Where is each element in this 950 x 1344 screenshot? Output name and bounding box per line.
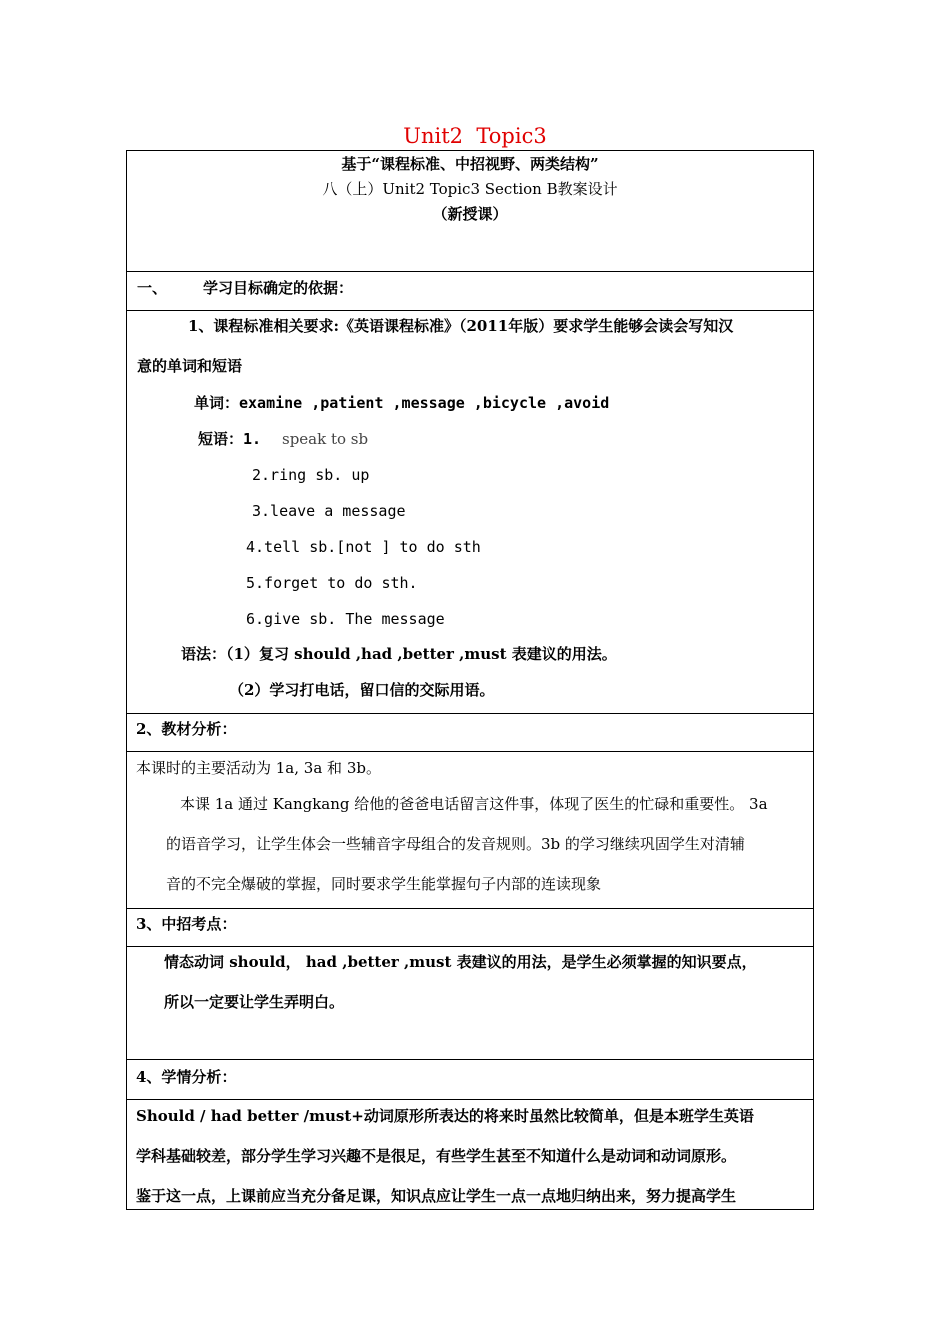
section1-heading: 学习目标确定的依据：	[203, 279, 354, 297]
textbook-analysis-line: 本课 1a 通过 Kangkang 给他的爸爸电话留言这件事，体现了医生的忙碌和重要性。 3a	[180, 795, 768, 813]
header-line-1: 基于“课程标准、中招视野、两类结构”	[341, 155, 599, 173]
student-analysis-line: Should / had better /must+动词原形所表达的将来时虽然比较简单，但是本班学生英语	[136, 1107, 754, 1125]
textbook-analysis-line: 的语音学习，让学生体会一些辅音字母组合的发音规则。3b 的学习继续巩固学生对清辅	[166, 835, 745, 853]
phrase-item: speak to sb	[282, 430, 369, 448]
vocabulary-words: 单词：examine ,patient ,message ,bicycle ,avoid	[194, 394, 610, 412]
phrase-item: 2.ring sb. up	[252, 466, 370, 484]
document-title: Unit2 Topic3	[403, 124, 547, 148]
exam-point-line: 所以一定要让学生弄明白。	[164, 993, 345, 1011]
row-divider	[126, 310, 814, 311]
row-divider	[126, 1059, 814, 1060]
row-divider	[126, 271, 814, 272]
phrase-item: 4.tell sb.[not ] to do sth	[246, 538, 481, 556]
header-line-2: 八（上）Unit2 Topic3 Section B教案设计	[322, 180, 618, 198]
textbook-analysis-line: 本课时的主要活动为 1a, 3a 和 3b。	[136, 759, 381, 777]
section4-heading: 4、学情分析：	[136, 1068, 237, 1086]
row-divider	[126, 946, 814, 947]
textbook-analysis-line: 音的不完全爆破的掌握，同时要求学生能掌握句子内部的连读现象	[166, 875, 602, 893]
row-divider	[126, 908, 814, 909]
phrase-item: 3.leave a message	[252, 502, 406, 520]
grammar-point-2: （2）学习打电话，留口信的交际用语。	[229, 681, 495, 699]
row-divider	[126, 751, 814, 752]
header-line-3: （新授课）	[432, 205, 508, 223]
phrase-item: 5.forget to do sth.	[246, 574, 418, 592]
phrase-label: 短语：1.	[198, 430, 262, 448]
exam-point-line: 情态动词 should， had ,better ,must 表建议的用法，是学生必须掌握的知识要点，	[164, 953, 757, 971]
student-analysis-line: 学科基础较差，部分学生学习兴趣不是很足，有些学生甚至不知道什么是动词和动词原形。	[136, 1147, 737, 1165]
row-divider	[126, 1099, 814, 1100]
curriculum-requirement-line-1: 1、课程标准相关要求:《英语课程标准》（2011年版）要求学生能够会读会写知汉	[188, 317, 734, 335]
student-analysis-line: 鉴于这一点，上课前应当充分备足课，知识点应让学生一点一点地归纳出来，努力提高学生	[136, 1187, 737, 1205]
section3-heading: 3、中招考点：	[136, 915, 237, 933]
grammar-point-1: 语法：（1）复习 should ,had ,better ,must 表建议的用法。	[181, 645, 617, 663]
row-divider	[126, 713, 814, 714]
curriculum-requirement-line-2: 意的单词和短语	[137, 357, 243, 375]
section1-heading-number: 一、	[137, 279, 168, 297]
section2-heading: 2、教材分析：	[136, 720, 237, 738]
lesson-plan-table	[126, 150, 814, 1210]
phrase-item: 6.give sb. The message	[246, 610, 445, 628]
